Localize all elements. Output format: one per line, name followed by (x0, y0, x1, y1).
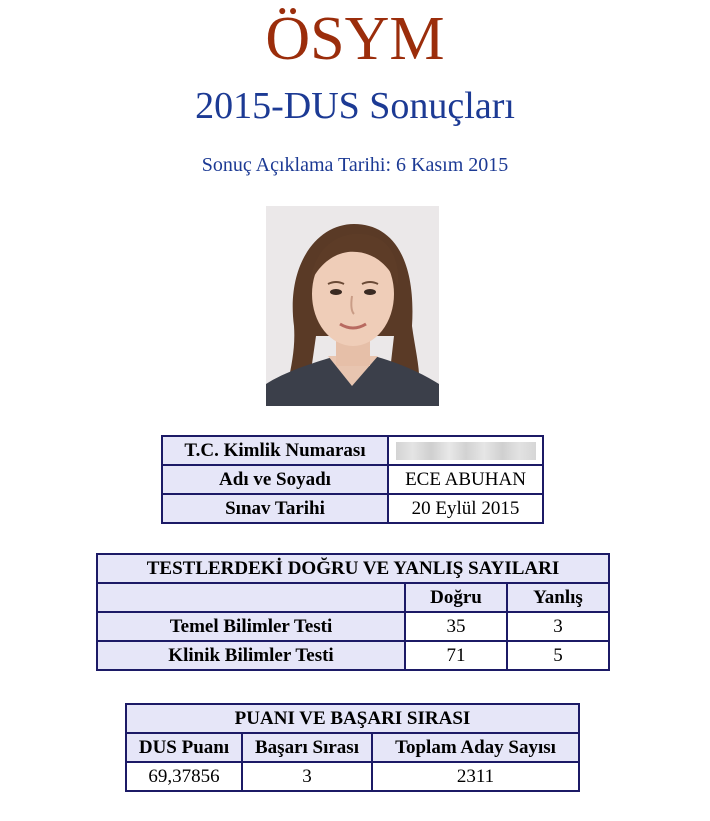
candidate-photo (266, 206, 439, 406)
table-row (97, 583, 609, 612)
exam-date-value: 20 Eylül 2015 (388, 494, 543, 523)
tc-value-masked (388, 436, 543, 465)
test-correct: 35 (405, 612, 507, 641)
score-header: DUS Puanı (126, 733, 242, 762)
test-name: Temel Bilimler Testi (97, 612, 405, 641)
announcement-date: Sonuç Açıklama Tarihi: 6 Kasım 2015 (201, 154, 509, 176)
table-row (162, 465, 543, 494)
page-subtitle: 2015-DUS Sonuçları (195, 85, 515, 127)
score-value: 69,37856 (126, 762, 242, 791)
tests-title: TESTLERDEKİ DOĞRU VE YANLIŞ SAYILARI (97, 554, 609, 583)
wrong-header: Yanlış (507, 583, 609, 612)
table-row (97, 641, 609, 670)
table-row (97, 554, 609, 583)
name-value: ECE ABUHAN (388, 465, 543, 494)
table-row (162, 494, 543, 523)
table-row (126, 733, 579, 762)
correct-header: Doğru (405, 583, 507, 612)
name-label: Adı ve Soyadı (162, 465, 388, 494)
total-value: 2311 (372, 762, 579, 791)
score-table (125, 703, 580, 792)
score-title: PUANI VE BAŞARI SIRASI (126, 704, 579, 733)
tc-label: T.C. Kimlik Numarası (162, 436, 388, 465)
table-row (126, 704, 579, 733)
table-row (97, 612, 609, 641)
test-results-table (96, 553, 610, 671)
table-row (126, 762, 579, 791)
rank-value: 3 (242, 762, 372, 791)
table-row (162, 436, 543, 465)
exam-date-label: Sınav Tarihi (162, 494, 388, 523)
test-wrong: 5 (507, 641, 609, 670)
page-title: ÖSYM (265, 5, 445, 73)
redacted-block (396, 442, 536, 460)
total-header: Toplam Aday Sayısı (372, 733, 579, 762)
rank-header: Başarı Sırası (242, 733, 372, 762)
test-wrong: 3 (507, 612, 609, 641)
test-name: Klinik Bilimler Testi (97, 641, 405, 670)
portrait-image (266, 206, 439, 406)
tests-empty-header (97, 583, 405, 612)
candidate-info-table (161, 435, 544, 524)
test-correct: 71 (405, 641, 507, 670)
